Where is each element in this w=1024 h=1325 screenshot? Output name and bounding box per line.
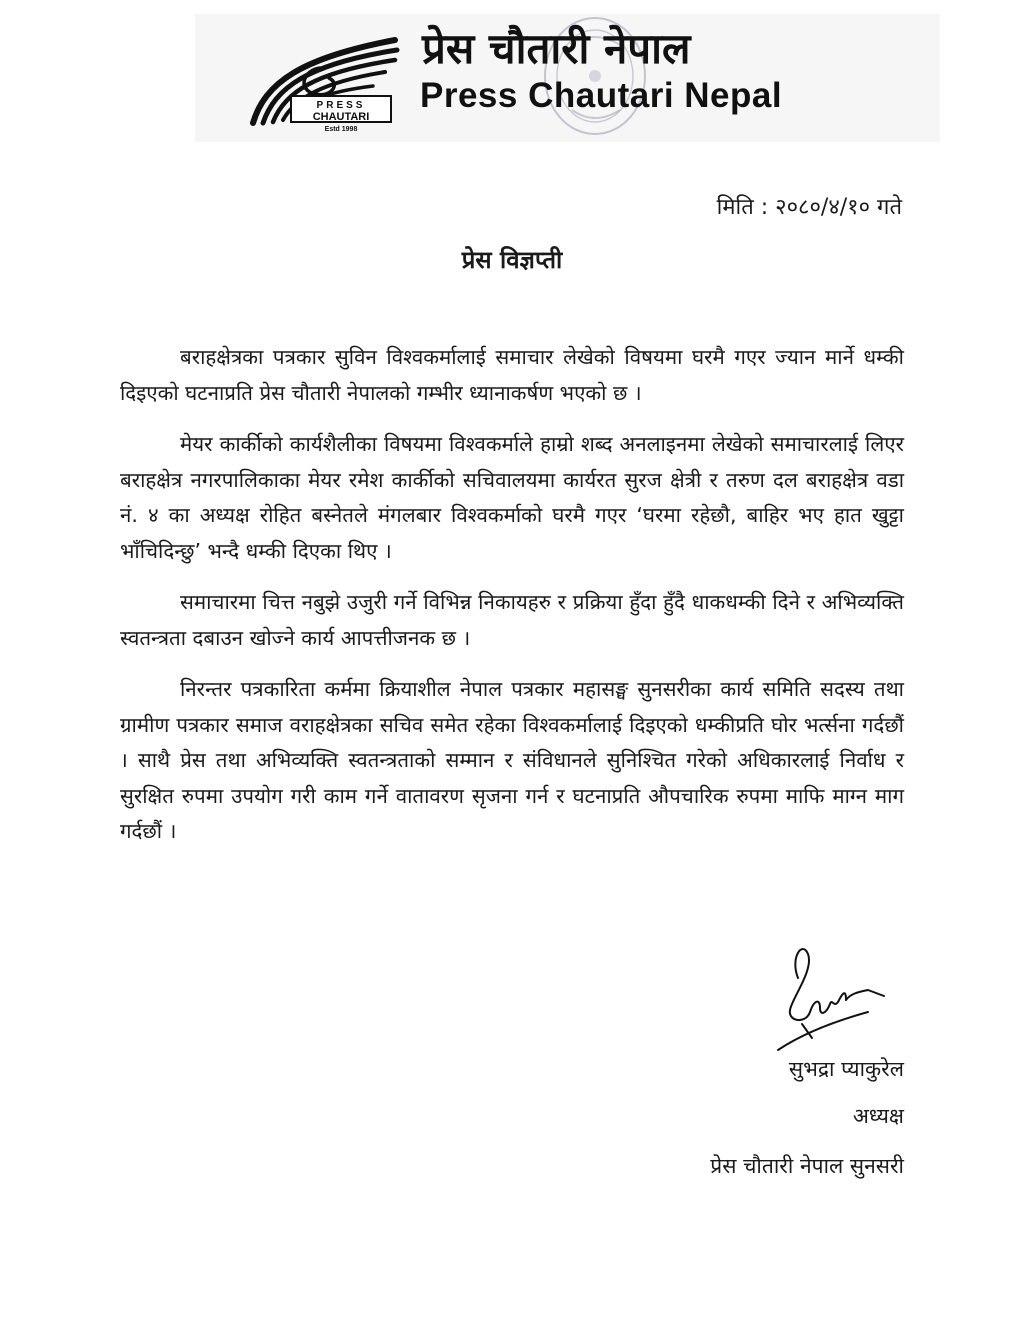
press-chautari-logo	[245, 28, 405, 133]
logo-established: Estd 1998	[324, 126, 358, 133]
body-paragraph-1: बराहक्षेत्रका पत्रकार सुविन विश्वकर्मालाई समाचार लेखेको विषयमा घरमै गएर ज्यान मार्ने धम्की दिइएको घटनाप्रति प्रेस चौतारी नेपालको गम्भीर ध्यानाकर्षण भएको छ ।	[120, 345, 904, 405]
body-paragraph-2: मेयर कार्कीको कार्यशैलीका विषयमा विश्वकर्माले हाम्रो शब्द अनलाइनमा लेखेको समाचारलाई लिएर बराहक्षेत्र नगरपालिकाका मेयर रमेश कार्कीको सचिवालयमा कार्यरत सुरज क्षेत्री र तरुण दल बराहक्षेत्र वडा नं. ४ का अध्यक्ष रोहित बस्नेतले मंगलबार विश्वकर्माको घरमै गएर ‘घरमा रहेछौ, बाहिर भए हात खुट्टा भाँचिदिन्छु’ भन्दै धम्की दिएका थिए ।	[120, 432, 904, 563]
document-date: मिति : २०८०/४/१० गते	[716, 195, 902, 220]
org-name-english: Press Chautari Nepal	[420, 76, 783, 115]
signatory-name: सुभद्रा प्याकुरेल	[788, 1057, 904, 1081]
logo-text-bottom: CHAUTARI	[312, 111, 370, 123]
page-title: प्रेस विज्ञप्ती	[461, 246, 563, 274]
signatory-organization: प्रेस चौतारी नेपाल सुनसरी	[710, 1154, 904, 1178]
body-paragraph-3: समाचारमा चित्त नबुझे उजुरी गर्ने विभिन्न निकायहरु र प्रक्रिया हुँदा हुँदै धाकधम्की दिने र अभिव्यक्ति स्वतन्त्रता दबाउन खोज्ने कार्य आपत्तीजनक छ ।	[120, 590, 904, 650]
org-name-nepali: प्रेस चौतारी नेपाल	[422, 24, 691, 73]
logo-text-top: PRESS	[316, 100, 366, 111]
release-body	[120, 340, 904, 866]
signatory-designation: अध्यक्ष	[852, 1104, 904, 1128]
body-paragraph-4: निरन्तर पत्रकारिता कर्ममा क्रियाशील नेपाल पत्रकार महासङ्घ सुनसरीका कार्य समिति सदस्य तथा ग्रामीण पत्रकार समाज वराहक्षेत्रका सचिव समेत रहेका विश्वकर्मालाई दिइएको धम्कीप्रति घोर भर्त्सना गर्दछौं । साथै प्रेस तथा अभिव्यक्ति स्वतन्त्रताको सम्मान र संविधानले सुनिश्चित गरेको अधिकारलाई निर्वाध र सुरक्षित रुपमा उपयोग गरी काम गर्ने वातावरण सृजना गर्न र घटनाप्रति औपचारिक रुपमा माफि माग्न माग गर्दछौं ।	[120, 677, 904, 843]
handwritten-signature	[772, 938, 892, 1058]
